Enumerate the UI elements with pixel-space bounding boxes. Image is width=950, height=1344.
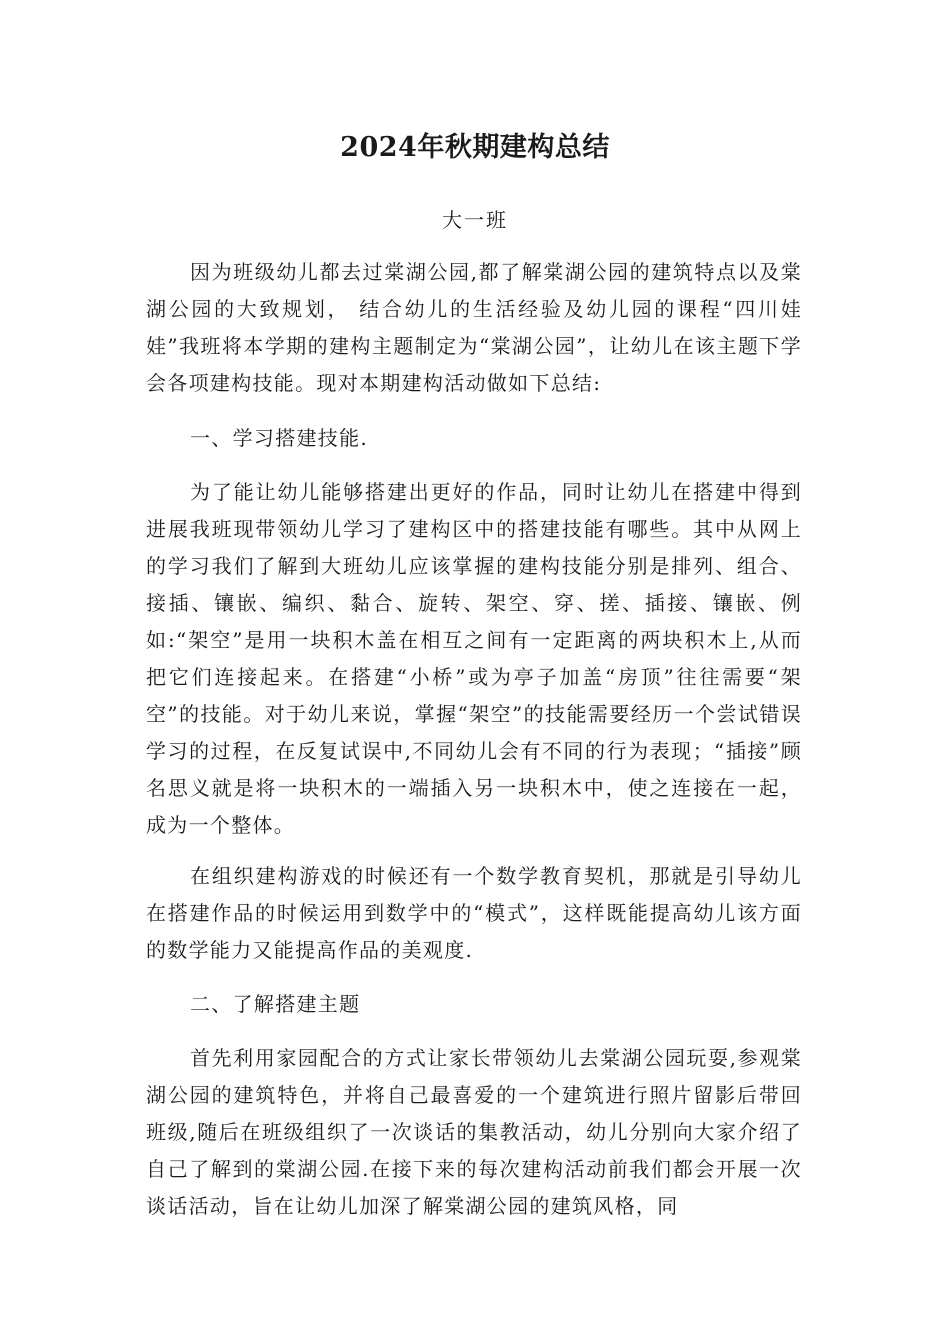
paragraph-theme: 首先利用家园配合的方式让家长带领幼儿去棠湖公园玩耍,参观棠湖公园的建筑特色，并将自己最喜爱的一个建筑进行照片留影后带回班级,随后在班级组织了一次谈话的集教活动，幼儿分别向大家介绍了自己了解到的棠湖公园.在接下来的每次建构活动前我们都会开展一次谈话活动，旨在让幼儿加深了解棠湖公园的建筑风格，同 <box>146 1046 802 1218</box>
paragraph-skills: 为了能让幼儿能够搭建出更好的作品，同时让幼儿在搭建中得到进展我班现带领幼儿学习了建构区中的搭建技能有哪些。其中从网上的学习我们了解到大班幼儿应该掌握的建构技能分别是排列、组合、接插、镶嵌、编织、黏合、旋转、架空、穿、搓、插接、镶嵌、例如:“架空”是用一块积木盖在相互之间有一定距离的两块积木上,从而把它们连接起来。在搭建“小桥”或为亭子加盖“房顶”往往需要“架空”的技能。对于幼儿来说，掌握“架空”的技能需要经历一个尝试错误学习的过程，在反复试误中,不同幼儿会有不同的行为表现；“插接”顾名思义就是将一块积木的一端插入另一块积木中，使之连接在一起，成为一个整体。 <box>146 480 802 837</box>
section-heading-2: 二、了解搭建主题 <box>190 992 361 1016</box>
paragraph-intro: 因为班级幼儿都去过棠湖公园,都了解棠湖公园的建筑特点以及棠湖公园的大致规划， 结合幼儿的生活经验及幼儿园的课程“四川娃娃”我班将本学期的建构主题制定为“棠湖公园”，让幼儿在该主题下学会各项建构技能。现对本期建构活动做如下总结: <box>146 260 802 395</box>
class-name: 大一班 <box>442 208 508 232</box>
section-heading-1: 一、学习搭建技能. <box>190 426 369 450</box>
document-title: 2024年秋期建构总结 <box>340 132 610 163</box>
paragraph-math: 在组织建构游戏的时候还有一个数学教育契机，那就是引导幼儿在搭建作品的时候运用到数学中的“模式”，这样既能提高幼儿该方面的数学能力又能提高作品的美观度. <box>146 864 802 962</box>
